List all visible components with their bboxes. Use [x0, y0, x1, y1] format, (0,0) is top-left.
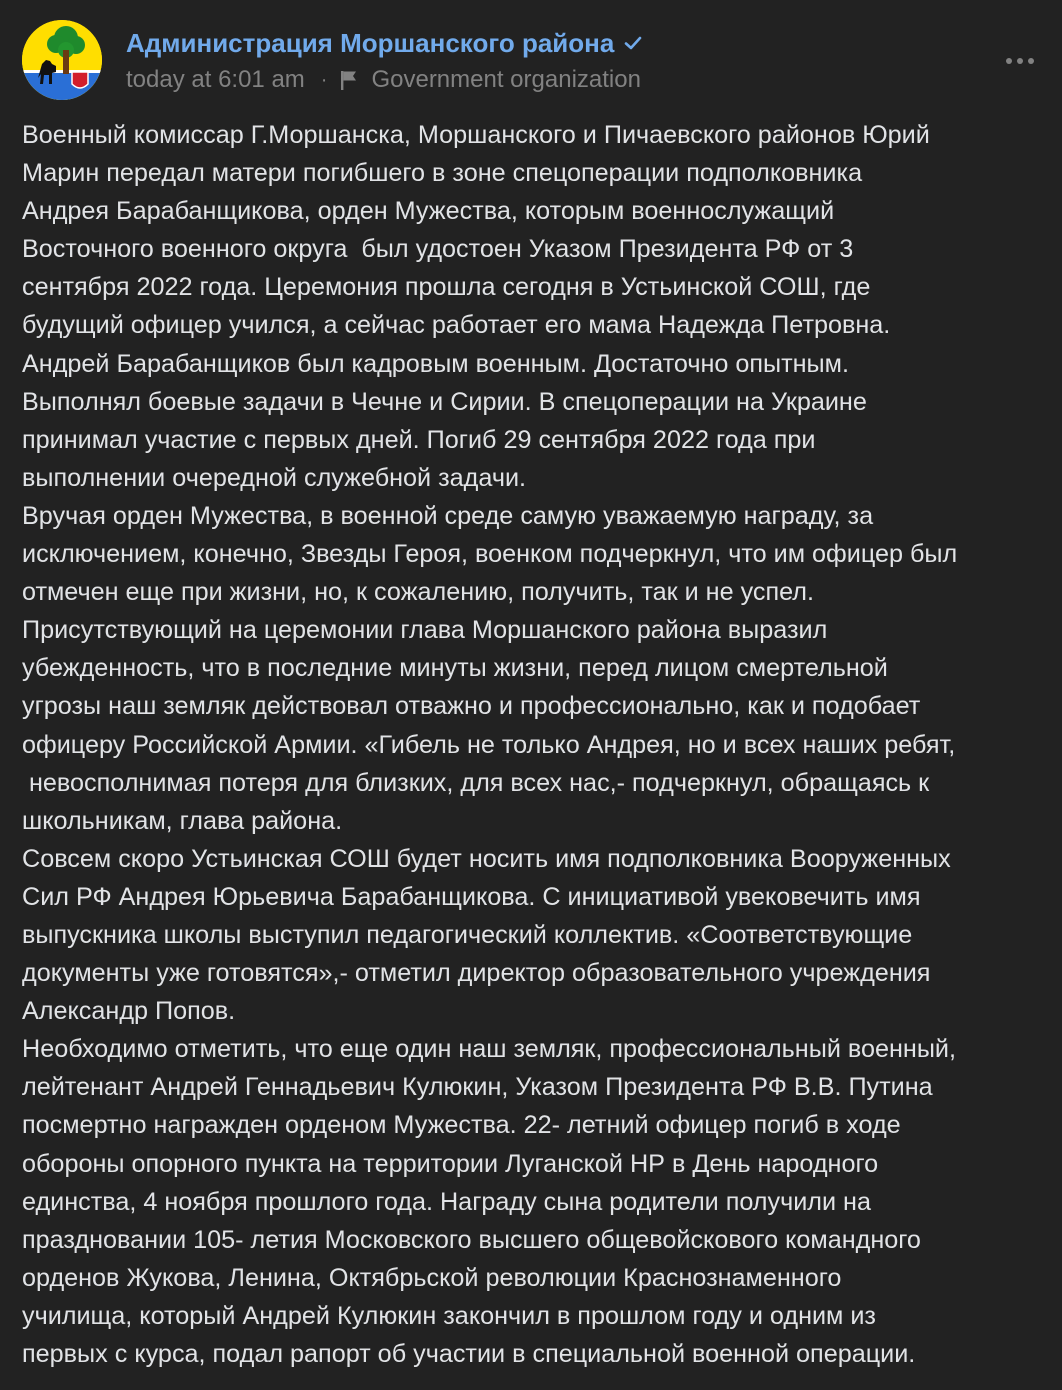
post-text-line: убежденность, что в последние минуты жизни, перед лицом смертельной — [22, 654, 888, 683]
post-text-line: Присутствующий на церемонии глава Моршанского района выразил — [22, 616, 828, 645]
author-name-link[interactable]: Администрация Моршанского района — [126, 27, 615, 58]
post-text-line: лейтенант Андрей Геннадьевич Кулюкин, Указом Президента РФ В.В. Путина — [22, 1073, 933, 1102]
post-text-line: невосполнимая потеря для близких, для всех нас,- подчеркнул, обращаясь к — [22, 768, 930, 797]
post-text-line: Александр Попов. — [22, 997, 236, 1026]
author-row — [126, 26, 644, 60]
flag-icon — [339, 69, 359, 91]
more-dot — [1006, 58, 1012, 64]
post-text-line: Марин передал матери погибшего в зоне спецоперации подполковника — [22, 159, 863, 188]
post-text-line: Восточного военного округа был удостоен Указом Президента РФ от 3 — [22, 235, 854, 264]
post-meta — [126, 64, 641, 96]
more-dot — [1017, 58, 1023, 64]
verified-check-icon — [622, 32, 644, 54]
post-text-line: отмечен еще при жизни, но, к сожалению, получить, так и не успел. — [22, 578, 814, 607]
post-text-line: исключением, конечно, Звезды Героя, военком подчеркнул, что им офицер был — [22, 540, 958, 569]
post-text-line: единства, 4 ноября прошлого года. Награду сына родители получили на — [22, 1187, 871, 1216]
more-dots-icon[interactable] — [1000, 46, 1040, 76]
post-text-line: сентября 2022 года. Церемония прошла сегодня в Устьинской СОШ, где — [22, 273, 871, 302]
post-text-line: офицеру Российской Армии. «Гибель не только Андрея, но и всех наших ребят, — [22, 730, 956, 759]
post-text-line: Совсем скоро Устьинская СОШ будет носить имя подполковника Вооруженных — [22, 844, 951, 873]
post-header — [22, 20, 1040, 102]
more-dot — [1028, 58, 1034, 64]
post-category: Government organization — [371, 66, 641, 93]
post-text-line: школьникам, глава района. — [22, 806, 343, 835]
post-text-line: будущий офицер учился, а сейчас работает его мама Надежда Петровна. — [22, 311, 891, 340]
post-text-line: Вручая орден Мужества, в военной среде самую уважаемую награду, за — [22, 501, 874, 530]
post-text-line: праздновании 105- летия Московского высшего общевойскового командного — [22, 1225, 921, 1254]
post-text-line: обороны опорного пункта на территории Луганской НР в День народного — [22, 1149, 879, 1178]
post-text-line: посмертно награжден орденом Мужества. 22- летний офицер погиб в ходе — [22, 1111, 901, 1140]
post-text-line: Военный комиссар Г.Моршанска, Моршанского и Пичаевского районов Юрий — [22, 121, 930, 149]
post-text — [22, 116, 1046, 1373]
post-text-line: Необходимо отметить, что еще один наш земляк, профессиональный военный, — [22, 1035, 956, 1064]
post-text-line: орденов Жукова, Ленина, Октябрьской революции Краснознаменного — [22, 1263, 842, 1292]
meta-separator: · — [320, 68, 328, 91]
post-text-line: первых с курса, подал рапорт об участии в специальной военной операции. — [22, 1340, 916, 1368]
post-text-line: училища, который Андрей Кулюкин закончил в прошлом году и одним из — [22, 1301, 876, 1330]
post-text-line: Сил РФ Андрея Юрьевича Барабанщикова. С инициативой увековечить имя — [22, 882, 921, 911]
post-time-link[interactable]: today at 6:01 am — [126, 66, 305, 93]
post-text-line: документы уже готовятся»,- отметил директор образовательного учреждения — [22, 959, 931, 988]
coat-of-arms-icon[interactable] — [22, 20, 102, 100]
post-text-line: угрозы наш земляк действовал отважно и профессионально, как и подобает — [22, 692, 921, 721]
post-text-line: Андрея Барабанщикова, орден Мужества, которым военнослужащий — [22, 197, 835, 226]
post-text-line: принимал участие с первых дней. Погиб 29 сентября 2022 года при — [22, 425, 816, 454]
post-text-line: выпускника школы выступил педагогический коллектив. «Соответствующие — [22, 920, 913, 949]
post-text-line: выполнении очередной служебной задачи. — [22, 463, 527, 492]
post-text-line: Выполнял боевые задачи в Чечне и Сирии. В спецоперации на Украине — [22, 387, 867, 416]
post-text-line: Андрей Барабанщиков был кадровым военным. Достаточно опытным. — [22, 349, 849, 378]
